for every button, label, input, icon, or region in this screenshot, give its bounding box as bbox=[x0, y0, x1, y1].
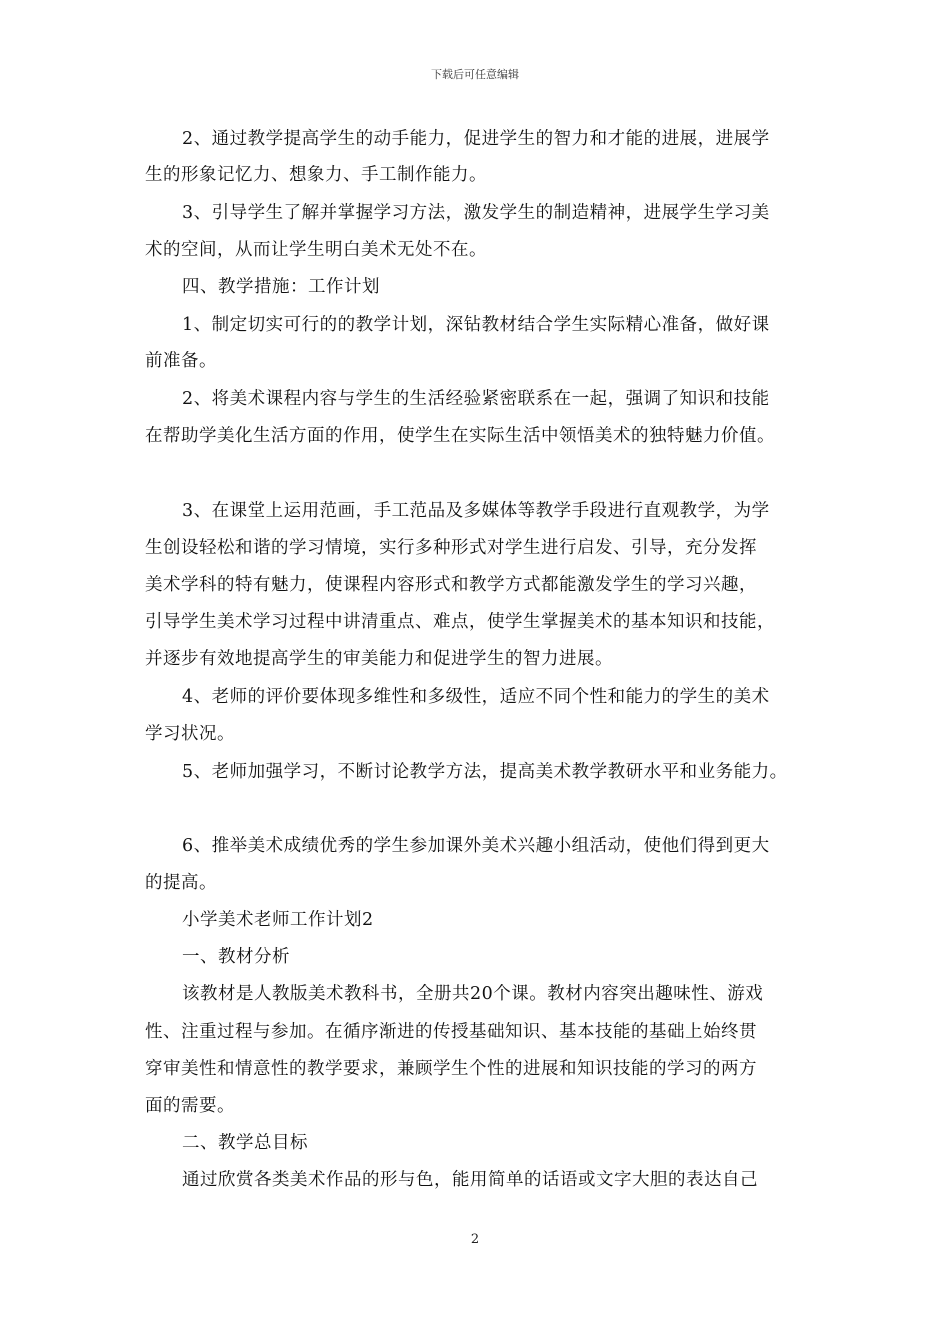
paragraph-line: 生的形象记忆力、想象力、手工制作能力。 bbox=[145, 165, 487, 185]
paragraph-line: 前准备。 bbox=[145, 351, 217, 371]
section-heading: 二、教学总目标 bbox=[182, 1133, 308, 1153]
paragraph-line: 该教材是人教版美术教科书，全册共20个课。教材内容突出趣味性、游戏 bbox=[182, 984, 764, 1004]
paragraph-line: 4、老师的评价要体现多维性和多级性，适应不同个性和能力的学生的美术 bbox=[182, 687, 770, 707]
paragraph-line: 2、将美术课程内容与学生的生活经验紧密联系在一起，强调了知识和技能 bbox=[182, 389, 770, 409]
paragraph-line: 1、制定切实可行的的教学计划，深钻教材结合学生实际精心准备，做好课 bbox=[182, 315, 770, 335]
paragraph-line: 性、注重过程与参加。在循序渐进的传授基础知识、基本技能的基础上始终贯 bbox=[145, 1022, 757, 1042]
paragraph-line: 3、引导学生了解并掌握学习方法，激发学生的制造精神，进展学生学习美 bbox=[182, 203, 770, 223]
page-number: 2 bbox=[470, 1232, 480, 1247]
document-title: 小学美术老师工作计划2 bbox=[182, 910, 374, 930]
paragraph-line: 通过欣赏各类美术作品的形与色，能用简单的话语或文字大胆的表达自己 bbox=[182, 1170, 758, 1190]
paragraph-line: 术的空间，从而让学生明白美术无处不在。 bbox=[145, 240, 487, 260]
paragraph-line: 美术学科的特有魅力，使课程内容形式和教学方式都能激发学生的学习兴趣， bbox=[145, 575, 757, 595]
paragraph-line: 6、推举美术成绩优秀的学生参加课外美术兴趣小组活动，使他们得到更大 bbox=[182, 836, 770, 856]
paragraph-line: 引导学生美术学习过程中讲清重点、难点，使学生掌握美术的基本知识和技能， bbox=[145, 612, 775, 632]
paragraph-line: 生创设轻松和谐的学习情境，实行多种形式对学生进行启发、引导，充分发挥 bbox=[145, 538, 757, 558]
section-heading: 四、教学措施：工作计划 bbox=[182, 277, 380, 297]
page-header: 下载后可任意编辑 bbox=[431, 68, 519, 81]
paragraph-line: 5、老师加强学习，不断讨论教学方法，提高美术教学教研水平和业务能力。 bbox=[182, 762, 788, 782]
paragraph-line: 学习状况。 bbox=[145, 724, 235, 744]
section-heading: 一、教材分析 bbox=[182, 947, 290, 967]
paragraph-line: 3、在课堂上运用范画，手工范品及多媒体等教学手段进行直观教学，为学 bbox=[182, 501, 770, 521]
paragraph-line: 的提高。 bbox=[145, 873, 217, 893]
paragraph-line: 并逐步有效地提高学生的审美能力和促进学生的智力进展。 bbox=[145, 649, 613, 669]
paragraph-line: 穿审美性和情意性的教学要求，兼顾学生个性的进展和知识技能的学习的两方 bbox=[145, 1059, 757, 1079]
paragraph-line: 在帮助学美化生活方面的作用，使学生在实际生活中领悟美术的独特魅力价值。 bbox=[145, 426, 775, 446]
paragraph-line: 面的需要。 bbox=[145, 1096, 235, 1116]
paragraph-line: 2、通过教学提高学生的动手能力，促进学生的智力和才能的进展，进展学 bbox=[182, 129, 770, 149]
